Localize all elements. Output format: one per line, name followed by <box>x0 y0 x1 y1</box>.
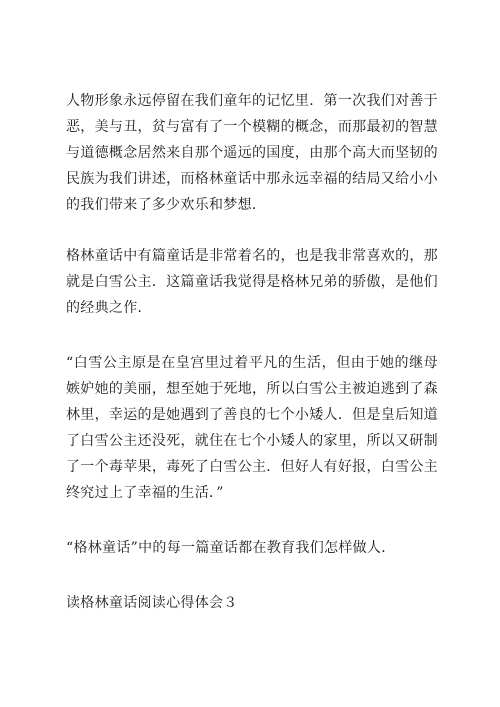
section-heading: 读格林童话阅读心得体会３ <box>66 595 238 611</box>
paragraph-lesson: “格林童话”中的每一篇童话都在教育我们怎样做人． <box>66 540 396 556</box>
paragraph-snow-white-story: “白雪公主原是在皇宫里过着平凡的生活，但由于她的继母嫉妒她的美丽，想至她于死地，所以白雪公主被迫逃到了森林里，幸运的是她遇到了善良的七个小矮人．但是皇后知道了白雪公主还没死，就住在七个小矮人的家里，所以又研制了一个毒苹果，毒死了白雪公主．但好人有好报，白雪公主终究过上了幸福的生活．” <box>66 355 438 501</box>
paragraph-snow-white-intro: 格林童话中有篇童话是非常着名的，也是我非常喜欢的，那就是白雪公主．这篇童话我觉得是格林兄弟的骄傲，是他们的经典之作． <box>66 248 438 316</box>
paragraph-childhood-memory: 人物形象永远停留在我们童年的记忆里．第一次我们对善于恶，美与丑，贫与富有了一个模糊的概念，而那最初的智慧与道德概念居然来自那个遥远的国度，由那个高大而坚韧的民族为我们讲述，而格林童话中那永远幸福的结局又给小小的我们带来了多少欢乐和梦想． <box>66 93 438 213</box>
